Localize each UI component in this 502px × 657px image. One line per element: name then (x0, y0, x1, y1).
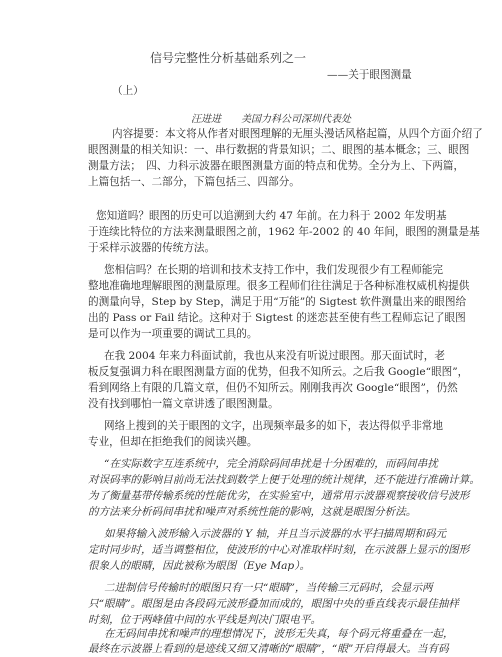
paragraph-line: 在我 2004 年来力科面试前，我也从来没有听说过眼图。那天面试时，老 (104, 350, 445, 362)
paragraph-line: 您知道吗？眼图的历史可以追溯到大约 47 年前。在力科于 2002 年发明基 (96, 210, 447, 222)
paragraph-line: 于连续比特位的方法来测量眼图之前，1962 年-2002 的 40 年间，眼图的测量是基 (88, 226, 480, 238)
quote-line: 很象人的眼睛，因此被称为眼图（Eye Map）。 (88, 560, 311, 572)
paragraph-line: 看到网络上有限的几篇文章，但仍不知所云。刚刚我再次 Google“眼图”，仍然 (88, 382, 458, 394)
paragraph-line: 没有找到哪怕一篇文章讲透了眼图测量。 (88, 398, 279, 410)
abstract-line: 测量方法； 四、力科示波器在眼图测量方面的特点和优势。全分为上、下两篇， (88, 160, 465, 172)
quote-line: 二进制信号传输时的眼图只有一只“眼睛”，当传输三元码时，会显示两 (104, 582, 433, 594)
quote-line: 最终在示波器上看到的是迹线又细又清晰的“眼睛”，“眼”开启得最大。当有码 (88, 643, 449, 655)
quote-line: 在无码间串扰和噪声的理想情况下，波形无失真，每个码元将重叠在一起， (104, 628, 454, 640)
quote-line: 为了衡量基带传输系统的性能优劣，在实验室中，通常用示波器观察接收信号波形 (88, 490, 470, 502)
quote-line: 定时同步时，适当调整相位，使波形的中心对准取样时刻，在示波器上显示的图形 (88, 544, 470, 556)
quote-line: 的方法来分析码间串扰和噪声对系统性能的影响，这就是眼图分析法。 (88, 506, 417, 518)
paragraph-line: 板反复强调力科在眼图测量方面的优势，但我不知所云。之后我 Google“眼图”， (88, 366, 469, 378)
paragraph-line: 出的 Pass or Fail 结论。这种对于 Sigtest 的迷恋甚至使有些工程师忘记了眼图 (88, 312, 466, 324)
paragraph-line: 于采样示波器的传统方法。 (88, 242, 216, 254)
paragraph-line: 整地准确地理解眼图的测量原理。很多工程师们往往满足于各种标准权威机构提供 (88, 280, 470, 292)
document-part: （上） (112, 85, 144, 97)
quote-line: 时刻，位于两峰值中间的水平线是判决门限电平。 (88, 614, 322, 626)
paragraph-line: 网络上搜到的关于眼图的文字，出现频率最多的如下，表达得似乎非常地 (104, 420, 443, 432)
abstract-line: 内容提要：本文将从作者对眼图理解的无厘头漫话风格起篇，从四个方面介绍了 (112, 128, 483, 140)
document-title: 信号完整性分析基础系列之一 (150, 51, 307, 65)
quote-line: 如果将输入波形输入示波器的 Y 轴，并且当示波器的水平扫描周期和码元 (104, 528, 447, 540)
paragraph-line: 专业，但却在拒绝我们的阅读兴趣。 (88, 436, 258, 448)
abstract-line: 上篇包括一、二部分，下篇包括三、四部分。 (88, 176, 300, 188)
document-subtitle: ——关于眼图测量 (327, 69, 412, 81)
quote-line: 对误码率的影响目前尚无法找到数学上便于处理的统计规律，还不能进行准确计算。 (88, 474, 480, 486)
paragraph-line: 您相信吗？在长期的培训和技术支持工作中，我们发现很少有工程师能完 (104, 264, 443, 276)
paragraph-line: 的测量向导，Step by Step，满足于用“万能”的 Sigtest 软件测量出来的眼图给 (88, 296, 467, 308)
abstract-line: 眼图测量的相关知识：一、串行数据的背景知识；二、眼图的基本概念；三、眼图 (88, 144, 470, 156)
paragraph-line: 是可以作为一项重要的调试工具的。 (88, 328, 258, 340)
quote-line: 只“眼睛”。眼图是由各段码元波形叠加而成的，眼图中央的垂直线表示最佳抽样 (88, 598, 460, 610)
author-line: 汪进进 美国力科公司深圳代表处 (191, 114, 351, 125)
quote-line: “在实际数字互连系统中，完全消除码间串扰是十分困难的，而码间串扰 (104, 458, 438, 470)
